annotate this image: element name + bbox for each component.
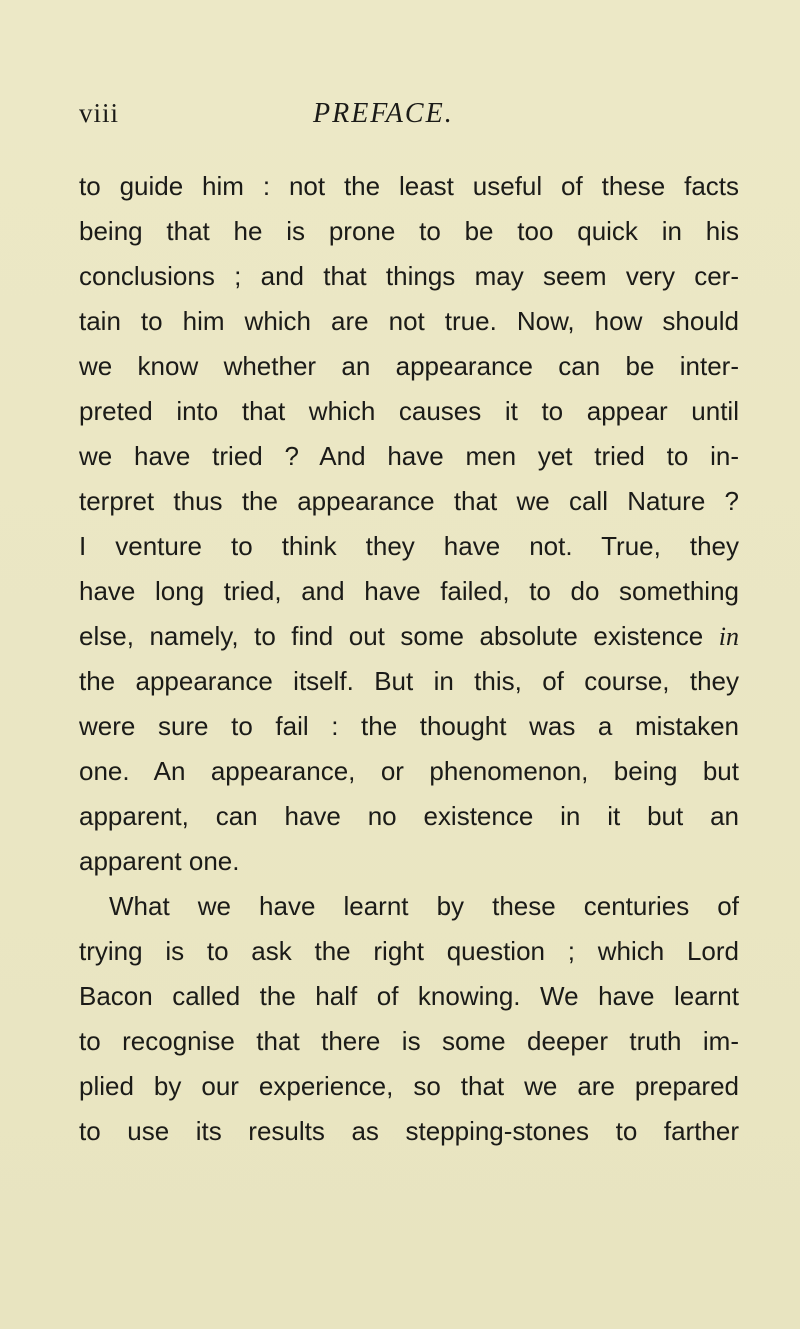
text-line: tain to him which are not true. Now, how should: [79, 306, 739, 336]
text-line-part: else, namely, to find out some absolute existence: [79, 621, 704, 651]
text-line: terpret thus the appearance that we call Nature ?: [79, 486, 739, 516]
text-line: trying is to ask the right question ; which Lord: [79, 936, 739, 966]
page-number: viii: [79, 98, 120, 128]
text-line: plied by our experience, so that we are prepared: [79, 1071, 739, 1101]
text-line: apparent one.: [79, 846, 240, 876]
body-text: [79, 164, 739, 1154]
text-line: the appearance itself. But in this, of course, they: [79, 666, 739, 696]
text-line: to use its results as stepping-stones to farther: [79, 1116, 739, 1146]
text-line: one. An appearance, or phenomenon, being but: [79, 756, 739, 786]
text-line: we know whether an appearance can be inter-: [79, 351, 739, 381]
text-line: [79, 614, 739, 659]
running-head: PREFACE.: [313, 98, 454, 129]
text-line: to recognise that there is some deeper truth im-: [79, 1026, 739, 1056]
text-line: Bacon called the half of knowing. We have learnt: [79, 981, 739, 1011]
text-line: preted into that which causes it to appear until: [79, 396, 739, 426]
text-line: have long tried, and have failed, to do something: [79, 576, 739, 606]
italic-word: in: [718, 622, 739, 651]
text-line: we have tried ? And have men yet tried to in-: [79, 441, 739, 471]
text-line: to guide him : not the least useful of these facts: [79, 171, 739, 201]
page-header: [0, 98, 800, 138]
text-line: were sure to fail : the thought was a mistaken: [79, 711, 739, 741]
text-line: What we have learnt by these centuries of: [109, 891, 739, 921]
text-line: apparent, can have no existence in it but an: [79, 801, 739, 831]
text-line: I venture to think they have not. True, they: [79, 531, 739, 561]
text-line: conclusions ; and that things may seem very cer-: [79, 261, 739, 291]
text-line: being that he is prone to be too quick in his: [79, 216, 739, 246]
